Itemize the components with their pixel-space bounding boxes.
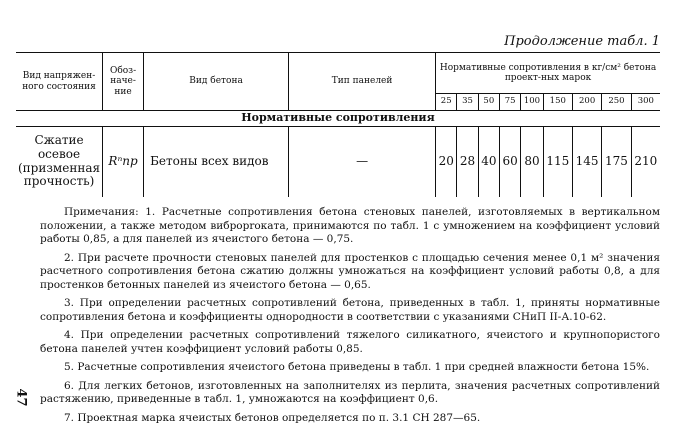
page-number: 47 (13, 388, 29, 407)
header-stress-type: Вид напряжен-ного состояния (16, 53, 103, 111)
grade-cell: 300 (631, 94, 660, 111)
normative-resistance-table (16, 52, 660, 197)
row-panel-type: — (289, 126, 436, 197)
note-5: 5. Расчетные сопротивления ячеистого бетона приведены в табл. 1 при средней влажности бетона 15%. (64, 361, 650, 373)
note-4: 4. При определении расчетных сопротивлений тяжелого силикатного, ячеистого и крупнопористого бетона панелей учтен коэффициент условий работы 0,85. (40, 329, 660, 355)
table-row (16, 126, 660, 197)
table-caption (0, 0, 700, 52)
row-stress-type: Сжатие осевое (призменная прочность) (18, 133, 101, 189)
header-concrete-type: Вид бетона (144, 53, 289, 111)
grade-cell: 50 (478, 94, 499, 111)
grade-cell: 250 (602, 94, 631, 111)
grade-cell: 200 (572, 94, 601, 111)
note-1: Примечания: 1. Расчетные сопротивления бетона стеновых панелей, изготовляемых в вертикальном положении, а также методом виброproката, принимаются по табл. 1 с умножением на коэффициент условий работы 0,85, а для панелей из ячеистого бетона — 0,75. (40, 206, 660, 245)
value-cell: 80 (521, 126, 543, 197)
value-cell: 28 (457, 126, 478, 197)
grade-cell: 25 (436, 94, 457, 111)
note-2: 2. При расчете прочности стеновых панелей для простенков с площадью сечения менее 0,1 м² значения расчетного сопротивления бетона сжатию должны умножаться на коэффициент условий работы 0,8, а для простенков бетонных панелей из ячеистого бетона — 0,65. (40, 251, 660, 291)
row-concrete-type: Бетоны всех видов (144, 126, 289, 197)
value-cell: 145 (572, 126, 601, 197)
note-6: 6. Для легких бетонов, изготовленных на заполнителях из перлита, значения расчетных сопротивлений растяжению, приведенные в табл. 1, умножаются на коэффициент 0,6. (40, 379, 660, 405)
value-cell: 175 (602, 126, 631, 197)
notes-section (40, 206, 660, 430)
section-title: Нормативные сопротивления (16, 111, 660, 127)
continuation-label: Продолжение табл. 1 (504, 34, 660, 49)
grade-cell: 35 (457, 94, 478, 111)
header-panel-type: Тип панелей (289, 53, 436, 111)
value-cell: 40 (478, 126, 499, 197)
header-grades-title: Нормативные сопротивления в кг/см² бетона проект-ных марок (436, 53, 660, 94)
value-cell: 60 (500, 126, 521, 197)
grade-cell: 100 (521, 94, 543, 111)
header-designation: Обоз-наче-ние (103, 53, 144, 111)
row-designation: Rⁿпр (103, 126, 144, 197)
value-cell: 210 (631, 126, 660, 197)
grade-cell: 150 (543, 94, 572, 111)
note-3: 3. При определении расчетных сопротивлений бетона, приведенных в табл. 1, приняты нормативные сопротивления бетона и коэффициенты однородности в соответствии с указаниями СНиП II-А.10-62. (40, 297, 660, 323)
note-7: 7. Проектная марка ячеистых бетонов определяется по п. 3.1 СН 287—65. (64, 411, 481, 424)
value-cell: 115 (543, 126, 572, 197)
grade-cell: 75 (500, 94, 521, 111)
value-cell: 20 (436, 126, 457, 197)
